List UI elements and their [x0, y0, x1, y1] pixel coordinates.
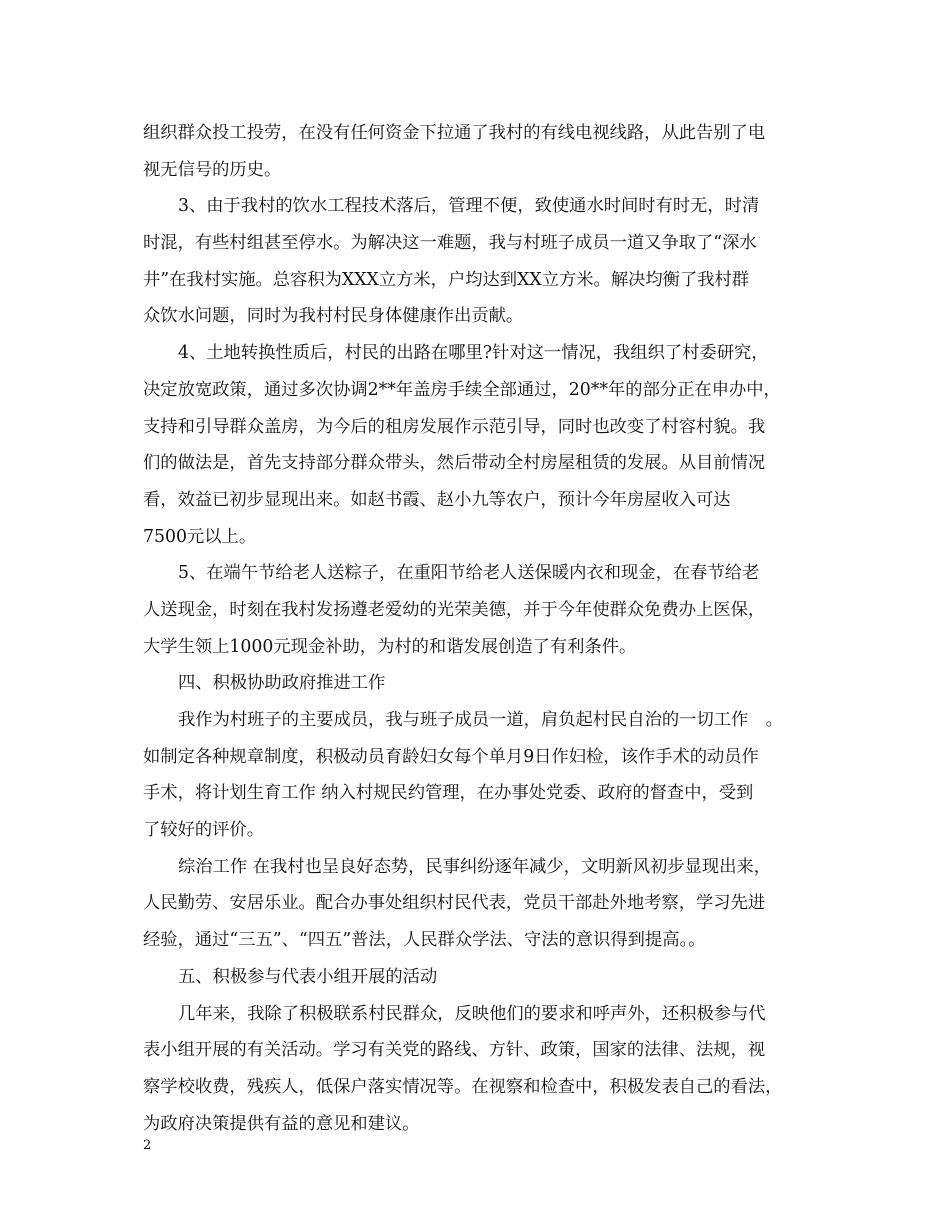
text-line: 我作为村班子的主要成员，我与班子成员一道，肩负起村民自治的一切工作 。 [178, 710, 783, 730]
text-line: 五、积极参与代表小组开展的活动 [178, 966, 438, 987]
body-text [143, 115, 815, 1142]
text-line: 众饮水问题，同时为我村村民身体健康作出贡献。 [143, 306, 524, 327]
text-line: 察学校收费，残疾人，低保户落实情况等。在视察和检查中，积极发表自己的看法， [143, 1076, 783, 1097]
text-line: 综治工作 在我村也呈良好态势，民事纠纷逐年减少，文明新风初步显现出来， [178, 856, 772, 877]
text-line: 表小组开展的有关活动。学习有关党的路线、方针、政策，国家的法律、法规，视 [143, 1040, 766, 1061]
page-number: 2 [143, 1138, 152, 1153]
text-line: 支持和引导群众盖房，为今后的租房发展作示范引导，同时也改变了村容村貌。我 [143, 416, 766, 437]
text-line: 如制定各种规章制度，积极动员育龄妇女每个单月9日作妇检，该作手术的动员作 [143, 746, 759, 767]
text-line: 3、由于我村的饮水工程技术落后，管理不便，致使通水时间时有时无，时清 [178, 196, 760, 217]
text-line: 人送现金，时刻在我村发扬遵老爱幼的光荣美德，并于今年使群众免费办上医保， [143, 599, 766, 620]
text-line: 看，效益已初步显现出来。如赵书霞、赵小九等农户，预计今年房屋收入可达 [143, 489, 731, 510]
text-line: 为政府决策提供有益的意见和建议。 [143, 1113, 420, 1134]
text-line: 几年来，我除了积极联系村民群众，反映他们的要求和呼声外，还积极参与代 [178, 1003, 766, 1024]
text-line: 大学生领上1000元现金补助，为村的和谐发展创造了有利条件。 [143, 636, 637, 657]
text-line: 4、土地转换性质后，村民的出路在哪里?针对这一情况，我组织了村委研究， [178, 343, 769, 364]
text-line: 决定放宽政策，通过多次协调2**年盖房手续全部通过，20**年的部分正在申办中， [143, 379, 781, 400]
text-line: 视无信号的历史。 [143, 159, 282, 180]
text-line: 经验，通过“三五”、“四五”普法，人民群众学法、守法的意识得到提高。。 [143, 930, 706, 951]
text-line: 时混，有些村组甚至停水。为解决这一难题，我与村班子成员一道又争取了“深水 [143, 233, 757, 254]
text-line: 们的做法是，首先支持部分群众带头，然后带动全村房屋租赁的发展。从目前情况 [143, 453, 766, 474]
text-line: 7500元以上。 [143, 526, 257, 547]
text-line: 井”在我村实施。总容积为XXX立方米，户均达到XX立方米。解决均衡了我村群 [143, 269, 750, 290]
text-line: 5、在端午节给老人送粽子，在重阳节给老人送保暖内衣和现金，在春节给老 [178, 563, 760, 584]
text-line: 组织群众投工投劳，在没有任何资金下拉通了我村的有线电视线路，从此告别了电 [143, 123, 766, 143]
text-line: 了较好的评价。 [143, 820, 264, 841]
text-line: 人民勤劳、安居乐业。配合办事处组织村民代表，党员干部赴外地考察，学习先进 [143, 893, 766, 914]
text-line: 四、积极协助政府推进工作 [178, 673, 386, 694]
text-line: 手术，将计划生育工作 纳入村规民约管理，在办事处党委、政府的督查中，受到 [143, 783, 754, 804]
